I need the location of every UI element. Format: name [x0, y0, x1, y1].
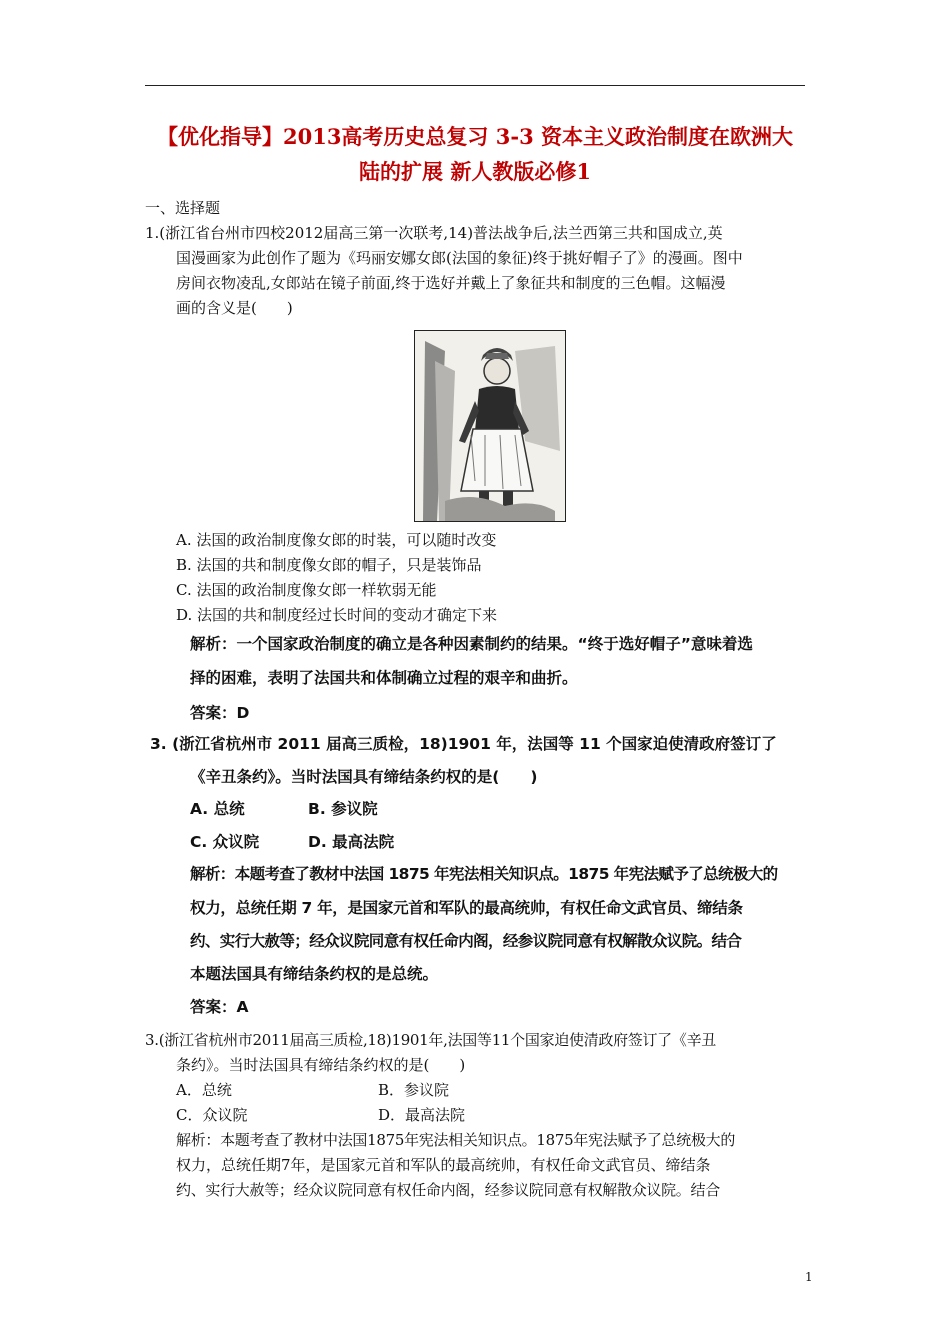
q3-analysis-line2: 权力，总统任期7年，是国家元首和军队的最高统帅，有权任命文武官员、缔结条 [176, 1156, 711, 1174]
q3-scan-analysis-line4: 本题法国具有缔结条约权的是总统。 [190, 965, 439, 983]
q1-option-d: D. 法国的共和制度经过长时间的变动才确定下来 [176, 606, 498, 624]
page-number: 1 [805, 1270, 813, 1284]
q3-line1: 3.(浙江省杭州市2011届高三质检,18)1901年,法国等11个国家迫使清政府签订了《辛丑 [145, 1031, 716, 1049]
q3-scan-line2: 《辛丑条约》。当时法国具有缔结条约权的是( ) [190, 768, 538, 786]
q3-scan-option-d: D. 最高法院 [308, 833, 395, 851]
q1-analysis-line1: 解析：一个国家政治制度的确立是各种因素制约的结果。“终于选好帽子”意味着选 [190, 635, 753, 653]
q1-option-a: A. 法国的政治制度像女郎的时装，可以随时改变 [176, 531, 497, 549]
cartoon-illustration [415, 331, 565, 521]
q3-analysis-line1: 解析：本题考查了教材中法国1875年宪法相关知识点。1875年宪法赋予了总统极大的 [176, 1131, 736, 1149]
q3-option-c: C．众议院 [176, 1106, 248, 1124]
q1-line4: 画的含义是( ) [176, 299, 293, 317]
q3-line2: 条约》。当时法国具有缔结条约权的是( ) [176, 1056, 466, 1074]
q3-scan-option-a: A. 总统 [190, 800, 245, 818]
q3-analysis-line3: 约、实行大赦等；经众议院同意有权任命内阁，经参议院同意有权解散众议院。结合 [176, 1181, 720, 1199]
q1-analysis-line2: 择的困难，表明了法国共和体制确立过程的艰辛和曲折。 [190, 669, 578, 687]
q1-option-b: B. 法国的共和制度像女郎的帽子，只是装饰品 [176, 556, 482, 574]
document-title-line2: 陆的扩展 新人教版必修1 [359, 159, 591, 184]
q3-scan-analysis-line3: 约、实行大赦等；经众议院同意有权任命内阁，经参议院同意有权解散众议院。结合 [190, 932, 742, 950]
q3-option-d: D．最高法院 [378, 1106, 466, 1124]
q3-scan-analysis-line2: 权力，总统任期 7 年，是国家元首和军队的最高统帅，有权任命文武官员、缔结条 [190, 899, 743, 917]
q3-scan-option-c: C. 众议院 [190, 833, 260, 851]
q1-line1: 1.(浙江省台州市四校2012届高三第一次联考,14)普法战争后,法兰西第三共和国成立,英 [145, 224, 723, 242]
header-rule [145, 85, 805, 86]
q1-answer: 答案：D [190, 704, 250, 722]
cartoon-image [414, 330, 566, 522]
q1-option-c: C. 法国的政治制度像女郎一样软弱无能 [176, 581, 437, 599]
q1-line2: 国漫画家为此创作了题为《玛丽安娜女郎(法国的象征)终于挑好帽子了》的漫画。图中 [176, 249, 743, 267]
section-label: 一、选择题 [145, 199, 221, 217]
q3-scan-option-b: B. 参议院 [308, 800, 378, 818]
q3-option-a: A．总统 [176, 1081, 232, 1099]
q3-scan-analysis-line1: 解析：本题考查了教材中法国 1875 年宪法相关知识点。1875 年宪法赋予了总统极大的 [190, 865, 778, 883]
q3-scan-line1: 3. (浙江省杭州市 2011 届高三质检，18)1901 年，法国等 11 个国家迫使清政府签订了 [150, 735, 777, 753]
q3-option-b: B．参议院 [378, 1081, 450, 1099]
q3-scan-answer: 答案：A [190, 998, 249, 1016]
q1-line3: 房间衣物凌乱,女郎站在镜子前面,终于选好并戴上了象征共和制度的三色帽。这幅漫 [176, 274, 726, 292]
document-title-line1: 【优化指导】2013高考历史总复习 3-3 资本主义政治制度在欧洲大 [156, 124, 793, 149]
